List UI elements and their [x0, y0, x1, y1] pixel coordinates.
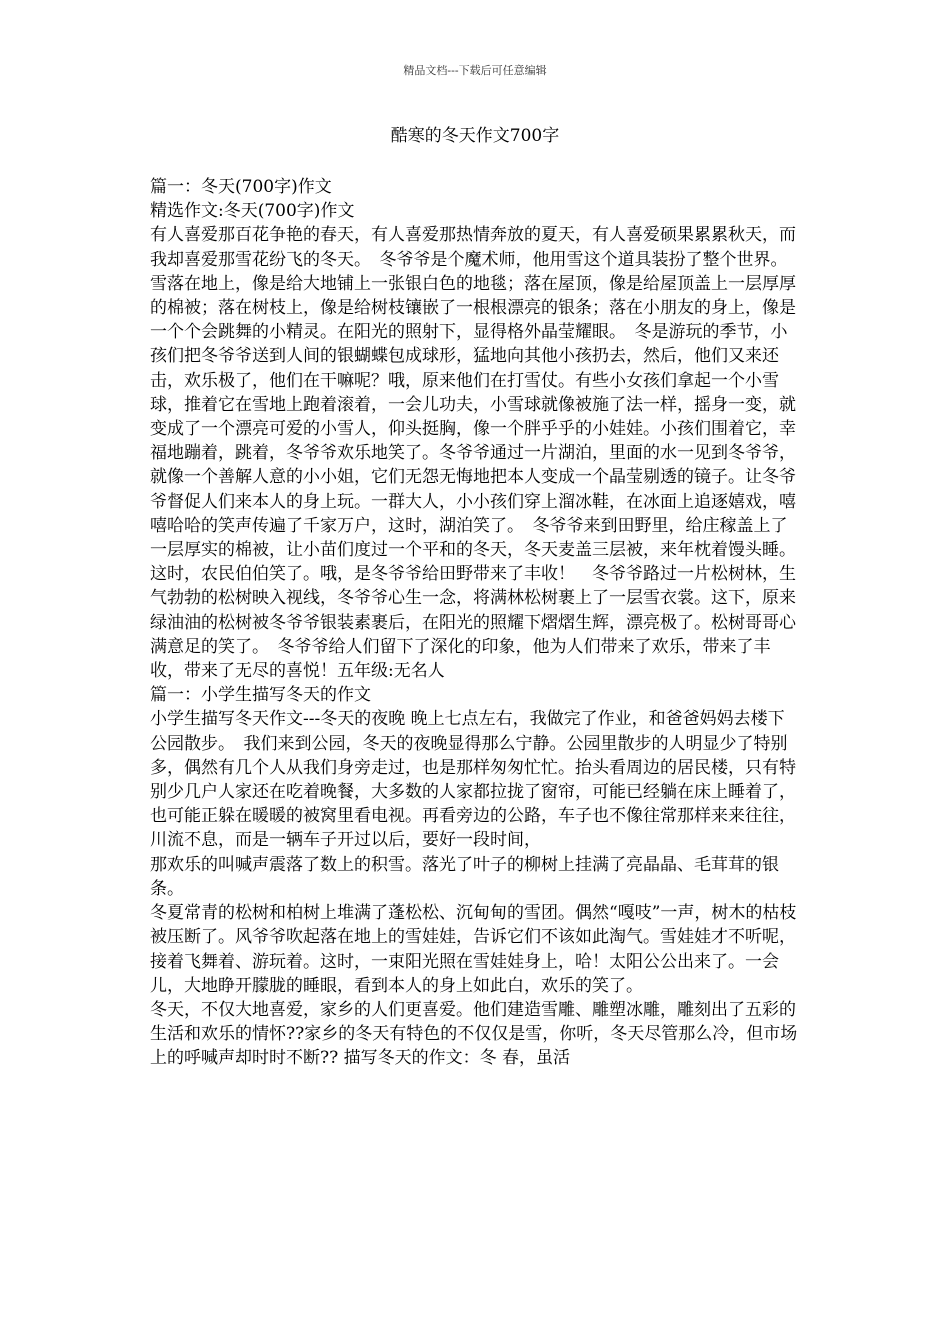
section-heading-2: 篇一：小学生描写冬天的作文 — [150, 685, 371, 706]
document-body — [150, 175, 800, 1071]
body-paragraph: 冬天，不仅大地喜爱，家乡的人们更喜爱。他们建造雪雕、雕塑冰雕，雕刻出了五彩的生活和欢乐的情怀??家乡的冬天有特色的不仅仅是雪，你听，冬天尽管那么冷，但市场上的呼喊声却时时不断?? 描写冬天的作文：冬 春，虽活 — [150, 999, 798, 1069]
section-heading-1: 篇一：冬天(700字)作文 — [150, 177, 332, 197]
body-paragraph: 冬夏常青的松树和柏树上堆满了蓬松松、沉甸甸的雪团。偶然“嘎吱”一声，树木的枯枝被压断了。风爷爷吹起落在地上的雪娃娃，告诉它们不该如此淘气。雪娃娃才不听呢，接着飞舞着、游玩着。这时，一束阳光照在雪娃娃身上，哈！太阳公公出来了。一会儿，大地睁开朦胧的睡眼，看到本人的身上如此白，欢乐的笑了。 — [150, 903, 797, 996]
header-note: 精品文档---下载后可任意编辑 — [403, 64, 547, 77]
body-paragraph: 小学生描写冬天作文---冬天的夜晚 晚上七点左右，我做完了作业，和爸爸妈妈去楼下公园散步。 我们来到公园，冬天的夜晚显得那么宁静。公园里散步的人明显少了特别多，偶然有几个人从我们身旁走过，也是那样匆匆忙忙。抬头看周边的居民楼，只有特别少几户人家还在吃着晚餐，大多数的人家都拉拢了窗帘，可能已经躺在床上睡着了，也可能正躲在暖暖的被窝里看电视。再看旁边的公路，车子也不像往常那样来来往往，川流不息，而是一辆车子开过以后，要好一段时间， — [150, 709, 796, 851]
subheading-1: 精选作文:冬天(700字)作文 — [150, 201, 355, 222]
body-paragraph: 那欢乐的叫喊声震落了数上的积雪。落光了叶子的柳树上挂满了亮晶晶、毛茸茸的银条。 — [150, 854, 779, 899]
document-title: 酷寒的冬天作文700字 — [390, 126, 560, 146]
body-paragraph: 有人喜爱那百花争艳的春天，有人喜爱那热情奔放的夏天，有人喜爱硕果累累秋天，而我却喜爱那雪花纷飞的冬天。 冬爷爷是个魔术师，他用雪这个道具装扮了整个世界。雪落在地上，像是给大地铺上一张银白色的地毯；落在屋顶，像是给屋顶盖上一层厚厚的棉被；落在树枝上，像是给树枝镶嵌了一根根漂亮的银条；落在小朋友的身上，像是一个个会跳舞的小精灵。在阳光的照射下，显得格外晶莹耀眼。 冬是游玩的季节，小孩们把冬爷爷送到人间的银蝴蝶包成球形，猛地向其他小孩扔去，然后，他们又来还击，欢乐极了，他们在干嘛呢？哦，原来他们在打雪仗。有些小女孩们拿起一个小雪球，推着它在雪地上跑着滚着，一会儿功夫，小雪球就像被施了法一样，摇身一变，就变成了一个漂亮可爱的小雪人，仰头挺胸，像一个胖乎乎的小娃娃。小孩们围着它，幸福地蹦着，跳着，冬爷爷欢乐地笑了。冬爷爷通过一片湖泊，里面的水一见到冬爷爷，就像一个善解人意的小小姐，它们无怨无悔地把本人变成一个晶莹剔透的镜子。让冬爷爷督促人们来本人的身上玩。一群大人，小小孩们穿上溜冰鞋，在冰面上追逐嬉戏，嘻嘻哈哈的笑声传遍了千家万户，这时，湖泊笑了。 冬爷爷来到田野里，给庄稼盖上了一层厚实的棉被，让小苗们度过一个平和的冬天，冬天麦盖三层被，来年枕着馒头睡。这时，农民伯伯笑了。哦，是冬爷爷给田野带来了丰收！ 冬爷爷路过一片松树林，生气勃勃的松树映入视线，冬爷爷心生一念，将满林松树裹上了一层雪衣裳。这下，原来绿油油的松树被冬爷爷银装素裹后，在阳光的照耀下熠熠生辉，漂亮极了。松树哥哥心满意足的笑了。 冬爷爷给人们留下了深化的印象，他为人们带来了欢乐，带来了丰收，带来了无尽的喜悦！五年级:无名人 — [150, 225, 796, 682]
